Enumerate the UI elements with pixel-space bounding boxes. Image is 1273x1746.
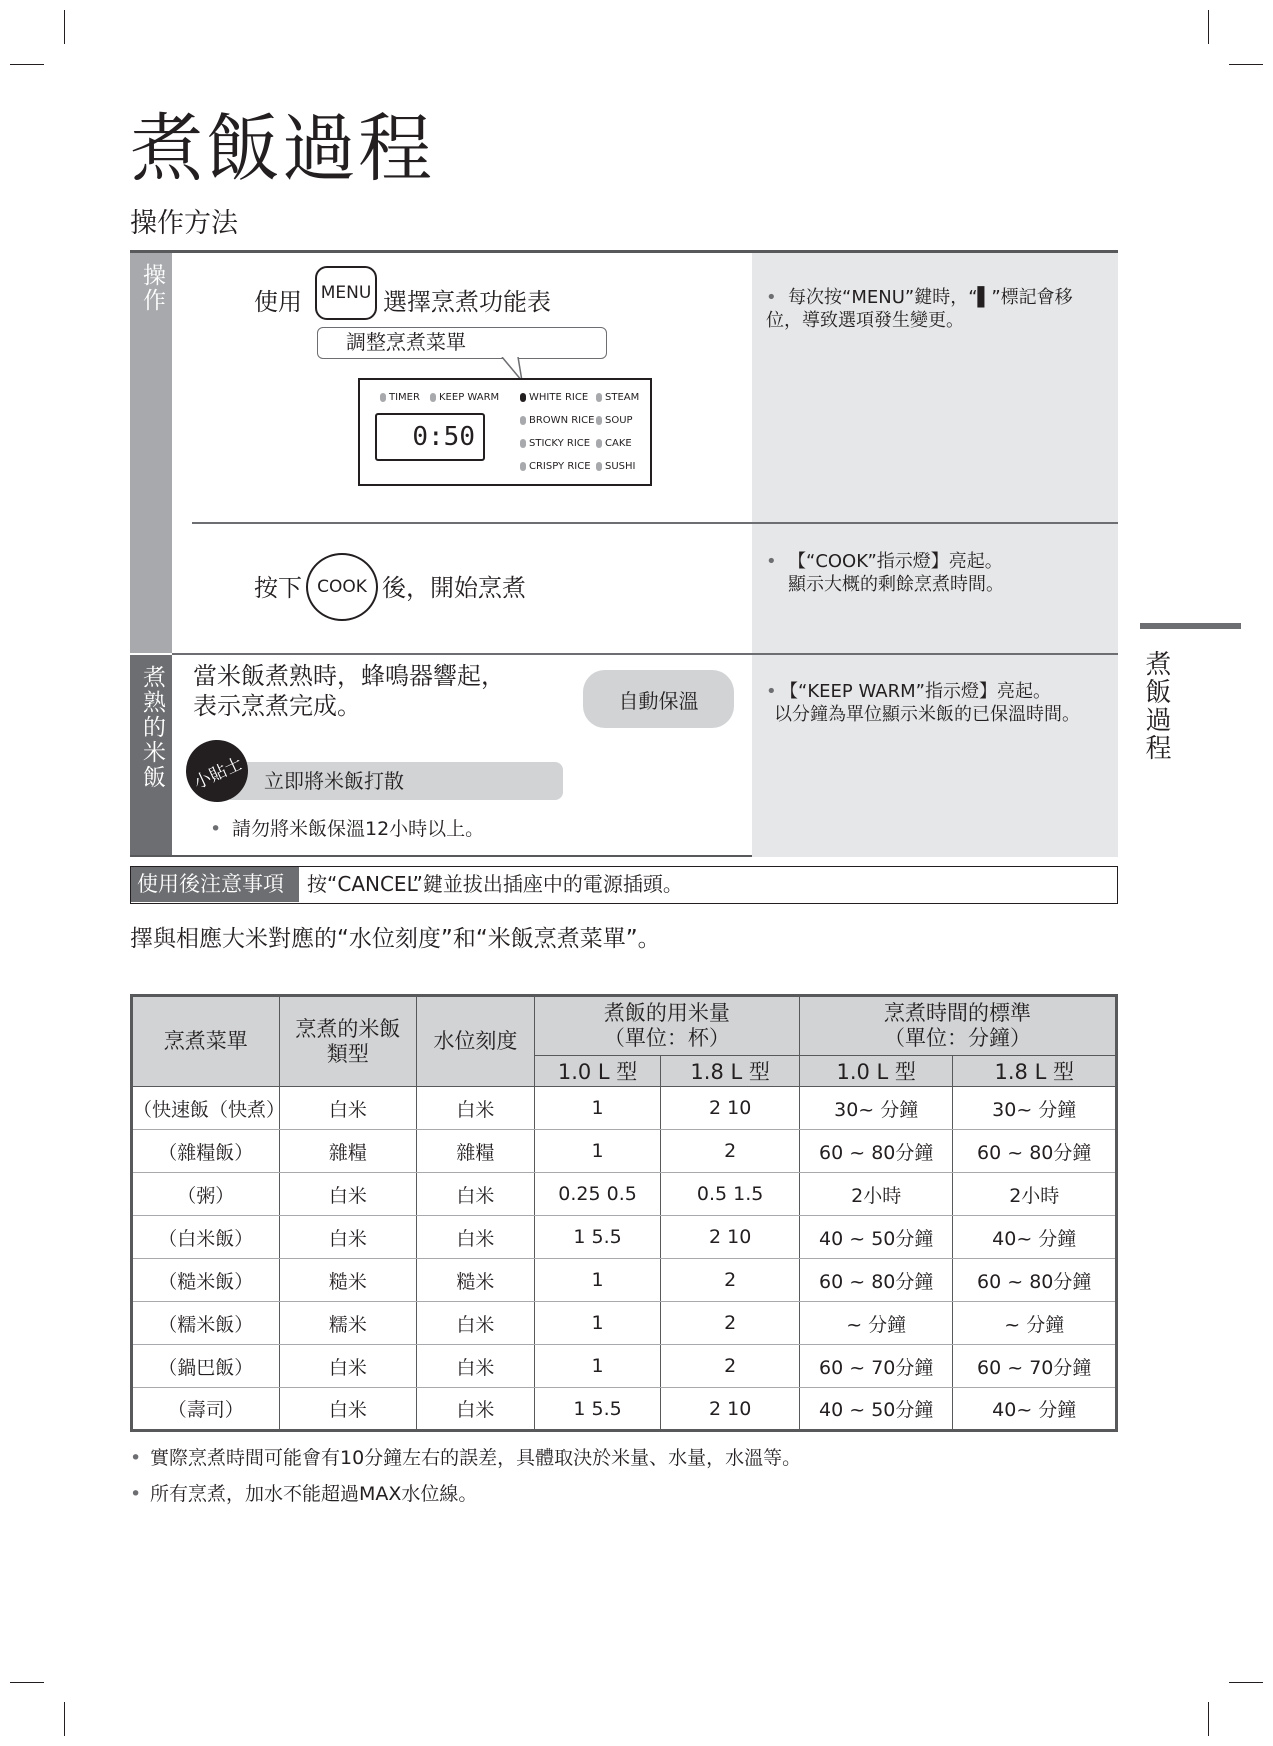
header-amount-1-8l: 1.8 L 型 [661, 1056, 800, 1087]
table-row: （鍋巴飯） 白米 白米 1 2 60 ~ 70分鐘 60 ~ 70分鐘 [132, 1345, 1117, 1388]
cooking-table [130, 994, 1118, 1432]
mode-indicator-timer: TIMER [380, 392, 420, 403]
cooked-section-label: 煮熟的米飯 [139, 665, 165, 790]
table-row: （壽司） 白米 白米 1 5.5 2 10 40 ~ 50分鐘 40~ 分鐘 [132, 1388, 1117, 1431]
table-row: （粥） 白米 白米 0.25 0.5 0.5 1.5 2小時 2小時 [132, 1173, 1117, 1216]
menu-row-prefix: 使用 [254, 288, 302, 316]
menu-row-suffix: 選擇烹煮功能表 [383, 288, 551, 316]
mode-indicator-steam: STEAM [596, 392, 639, 403]
header-rice-type: 烹煮的米飯 類型 [279, 996, 417, 1087]
cooked-message-line1: 當米飯煮熟時，蜂鳴器響起， [193, 662, 505, 690]
operation-label-bar [130, 253, 172, 653]
side-tab-bar [1140, 623, 1241, 629]
indicator-dot [520, 462, 526, 471]
crop-mark [1229, 64, 1263, 65]
cook-note: • 【“COOK”指示燈】亮起。 顯示大概的剩餘烹煮時間。 [766, 551, 1004, 595]
mode-indicator-keep-warm: KEEP WARM [430, 392, 499, 403]
mode-indicator-cake: CAKE [596, 438, 632, 449]
indicator-dot [596, 416, 602, 425]
mode-indicator-white-rice: WHITE RICE [520, 392, 588, 403]
table-row: （白米飯） 白米 白米 1 5.5 2 10 40 ~ 50分鐘 40~ 分鐘 [132, 1216, 1117, 1259]
page-subtitle: 操作方法 [130, 208, 238, 239]
mode-indicator-soup: SOUP [596, 415, 633, 426]
header-menu: 烹煮菜單 [132, 996, 280, 1087]
tip-title: 立即將米飯打散 [230, 762, 563, 800]
menu-note: • 每次按“MENU”鍵時，“▌”標記會移位，導致選項發生變更。 [766, 287, 1073, 331]
header-time-1-8l: 1.8 L 型 [953, 1056, 1117, 1087]
crop-mark [1208, 10, 1209, 44]
row-divider [172, 653, 1118, 655]
table-row: （快速飯（快煮） 白米 白米 1 2 10 30~ 分鐘 30~ 分鐘 [132, 1087, 1117, 1130]
cooked-message-line2: 表示烹煮完成。 [193, 692, 361, 720]
crop-mark [1208, 1702, 1209, 1736]
mode-indicator-crispy-rice: CRISPY RICE [520, 461, 591, 472]
table-intro: 擇與相應大米對應的“水位刻度”和“米飯烹煮菜單”。 [130, 926, 661, 952]
table-row: （雜糧飯） 雜糧 雜糧 1 2 60 ~ 80分鐘 60 ~ 80分鐘 [132, 1130, 1117, 1173]
keep-warm-note: • 【“KEEP WARM”指示燈】亮起。 以分鐘為單位顯示米飯的已保溫時間。 [766, 681, 1080, 725]
mode-indicator-sushi: SUSHI [596, 461, 635, 472]
header-amount-1-0l: 1.0 L 型 [534, 1056, 661, 1087]
crop-mark [1229, 1682, 1263, 1683]
crop-mark [64, 10, 65, 44]
page-title: 煮飯過程 [130, 106, 434, 192]
cook-row-prefix: 按下 [254, 574, 302, 602]
cooked-label-bar [130, 655, 172, 855]
indicator-dot [596, 439, 602, 448]
indicator-dot [520, 416, 526, 425]
footnote: • 所有烹煮，加水不能超過MAX水位線。 [130, 1483, 478, 1505]
tip-badge: 小貼士 [176, 730, 258, 812]
header-time-1-0l: 1.0 L 型 [799, 1056, 953, 1087]
crop-mark [10, 64, 44, 65]
indicator-dot [430, 393, 436, 402]
indicator-dot [380, 393, 386, 402]
after-use-text: 按“CANCEL”鍵並拔出插座中的電源插頭。 [307, 872, 683, 896]
auto-warm-badge: 自動保溫 [583, 670, 734, 728]
after-use-box [130, 866, 1118, 904]
control-panel-display [358, 378, 652, 486]
tip-bullet: • 請勿將米飯保溫12小時以上。 [210, 818, 485, 840]
cook-row-suffix: 後，開始烹煮 [382, 574, 526, 602]
indicator-dot-active [520, 393, 526, 402]
table-row: （糙米飯） 糙米 糙米 1 2 60 ~ 80分鐘 60 ~ 80分鐘 [132, 1259, 1117, 1302]
header-rice-amount: 煮飯的用米量 （單位：杯） [534, 996, 799, 1056]
indicator-dot [520, 439, 526, 448]
header-water-level: 水位刻度 [417, 996, 535, 1087]
cook-button[interactable]: COOK [306, 553, 378, 621]
after-use-label: 使用後注意事項 [131, 867, 299, 902]
mode-indicator-sticky-rice: STICKY RICE [520, 438, 590, 449]
row-divider [192, 522, 1118, 524]
menu-button[interactable]: MENU [315, 266, 377, 320]
footnote: • 實際烹煮時間可能會有10分鐘左右的誤差，具體取決於米量、水量，水溫等。 [130, 1447, 802, 1469]
crop-mark [10, 1682, 44, 1683]
time-readout: 0:50 [375, 413, 485, 461]
indicator-dot [596, 462, 602, 471]
operation-section-label: 操作 [139, 263, 165, 313]
indicator-dot [596, 393, 602, 402]
table-row: （糯米飯） 糯米 白米 1 2 ~ 分鐘 ~ 分鐘 [132, 1302, 1117, 1345]
header-cook-time: 烹煮時間的標準 （單位：分鐘） [799, 996, 1116, 1056]
section-sidebar [130, 253, 172, 855]
side-tab-label: 煮飯過程 [1141, 650, 1171, 762]
crop-mark [64, 1702, 65, 1736]
menu-callout: 調整烹煮菜單 [317, 327, 607, 359]
mode-indicator-brown-rice: BROWN RICE [520, 415, 594, 426]
